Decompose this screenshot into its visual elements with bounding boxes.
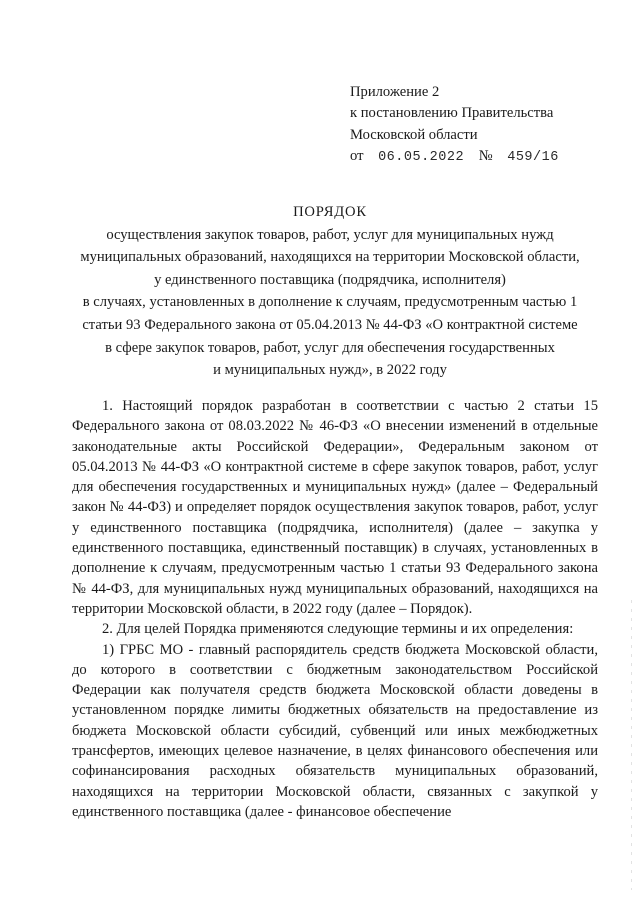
title-line: в сфере закупок товаров, работ, услуг для обеспечения государственных	[105, 339, 555, 356]
title-line: осуществления закупок товаров, работ, услуг для муниципальных нужд	[106, 226, 554, 243]
document-body	[72, 396, 598, 822]
document-heading: ПОРЯДОК	[293, 204, 367, 220]
scan-artifact	[631, 600, 632, 890]
title-line: статьи 93 Федерального закона от 05.04.2013 № 44-ФЗ «О контрактной системе	[82, 316, 578, 333]
decree-number: 459/16	[507, 149, 559, 165]
title-line: муниципальных образований, находящихся на территории Московской области,	[80, 249, 580, 266]
appendix-decree-line: к постановлению Правительства	[350, 105, 554, 122]
title-line: у единственного поставщика (подрядчика, исполнителя)	[154, 271, 506, 288]
title-line: и муниципальных нужд», в 2022 году	[213, 362, 447, 379]
paragraph-2-item-1: 1) ГРБС МО - главный распорядитель средств бюджета Московской области, до которого в соответствии с бюджетным законодательством Российской Федерации как получателя средств бюджета Московской области доведены в установленном порядке лимиты бюджетных обязательств на предоставление из бюджета Московской области субсидий, субвенций или иных межбюджетных трансфертов, имеющих целевое назначение, в целях финансового обеспечения или софинансирования расходных обязательств муниципальных образований, находящихся на территории Московской области, связанных с закупкой у единственного поставщика (далее - финансовое обеспечение	[72, 641, 598, 820]
appendix-region-line: Московской области	[350, 126, 478, 143]
document-title-block	[60, 201, 600, 382]
number-sign: №	[478, 147, 493, 164]
appendix-block	[350, 82, 559, 168]
paragraph-2: 2. Для целей Порядка применяются следующие термины и их определения:	[102, 621, 574, 638]
date-prefix: от	[350, 147, 364, 164]
title-line: в случаях, установленных в дополнение к случаям, предусмотренным частью 1	[82, 294, 578, 311]
decree-date: 06.05.2022	[378, 149, 465, 165]
appendix-date-line	[350, 146, 559, 168]
paragraph-1: 1. Настоящий порядок разработан в соответствии с частью 2 статьи 15 Федерального закона от 08.03.2022 № 46-ФЗ «О внесении изменений в отдельные законодательные акты Российской Федерации», Федеральным законом от 05.04.2013 № 44-ФЗ «О контрактной системе в сфере закупок товаров, работ, услуг для обеспечения государственных и муниципальных нужд» (далее – Федеральный закон № 44-ФЗ) и определяет порядок осуществления закупок товаров, работ, услуг у единственного поставщика (подрядчика, исполнителя) (далее – закупка у единственного поставщика, единственный поставщик) в случаях, установленных в дополнение к случаям, предусмотренным частью 1 статьи 93 Федерального закона № 44-ФЗ, для муниципальных нужд муниципальных образований, находящихся на территории Московской области, в 2022 году (далее – Порядок).	[72, 398, 598, 617]
appendix-title: Приложение 2	[350, 84, 440, 100]
